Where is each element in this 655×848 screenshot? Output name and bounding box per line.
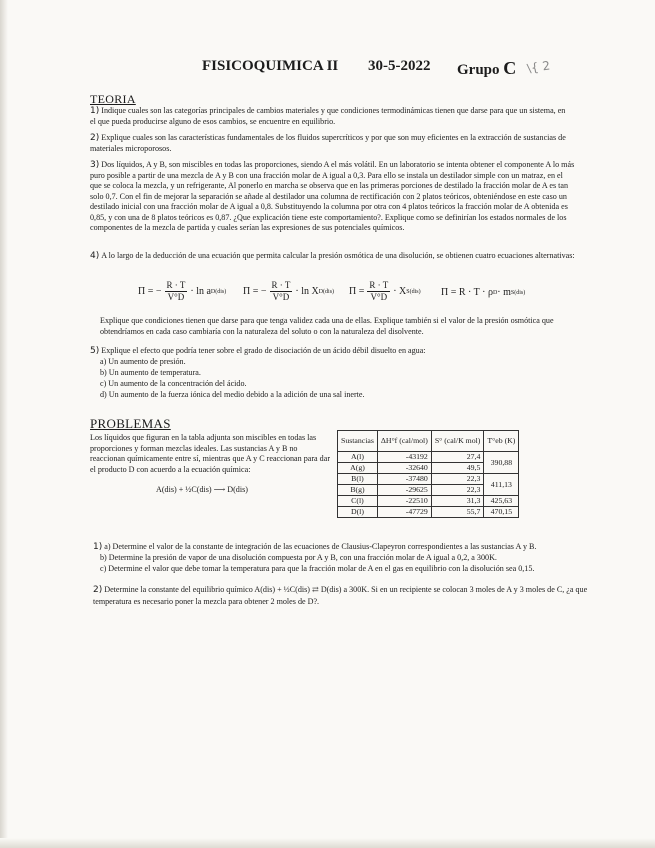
theory-question-4-follow (100, 316, 576, 337)
eq2-fraction (270, 280, 293, 303)
eq3-denominator: V°D (370, 292, 388, 302)
thermo-data-table (337, 430, 519, 518)
question-5-item-a: a) Un aumento de presión. (100, 357, 186, 366)
table-header-enthalpy: ΔH°f (cal/mol) (377, 431, 431, 452)
group-letter: C (503, 58, 517, 78)
problems-intro (90, 433, 332, 475)
eq1-denominator: V°D (167, 292, 185, 302)
table-row (338, 452, 519, 463)
table-cell: A(g) (338, 463, 378, 474)
table-cell: 27,4 (431, 452, 484, 463)
page-shadow-bottom (0, 838, 655, 848)
page-shadow-left (0, 0, 8, 848)
table-header-boiling: T°eb (K) (484, 431, 519, 452)
osmotic-equation-1 (138, 280, 226, 303)
question-mark-3: 3) (90, 160, 100, 170)
eq2-lhs: Π = − (243, 286, 267, 297)
eq4-main: Π = R · T · ρ (441, 287, 493, 298)
problem-mark-1: 1) (93, 542, 103, 552)
question-3-text: Dos líquidos, A y B, son miscibles en todas las proporciones, siendo A el más volátil. En un laboratorio se intenta obtener el componente A lo más puro posible a partir de una mezcla de A y B con una fracción molar de A igual a 0,3. Para ello se instala un destilador simple con un matraz, en el que se coloca la mezcla, y un refrigerante, Al ponerlo en marcha se observa que en las primeras porciones de destilado la fracción molar de A es tan solo 0,7. Con el fin de mejorar la separación se añade al destilador una columna de rectificación con 2 platos teóricos, obteniéndose en este caso un destilado inicial con una fracción molar de A igual a 0,8. Substituyendo la columna por otra con 4 platos teóricos la fracción molar de A obtenida es 0,85, y con una de 8 platos teóricos es 0,87. ¿Que explicación tiene este comportamiento?. Explique como se definirían los estados normales de los componentes de la mezcla de partida y cuales serían las expresiones de sus potenciales químicos. (90, 160, 575, 232)
table-cell: -22510 (377, 496, 431, 507)
problem-1a-text: a) Determine el valor de la constante de integración de las ecuaciones de Clausius-Clapeyron correspondientes a las sustancias A y B. (104, 542, 537, 551)
problem-1c: c) Determine el valor que debe tomar la temperatura para que la fracción molar de A en el gas en equilibrio con la disolución sea 0,15. (100, 564, 535, 573)
table-cell: 411,13 (484, 474, 519, 496)
group-label: Grupo (457, 62, 500, 78)
osmotic-equation-2 (243, 280, 334, 303)
osmotic-equation-3 (349, 280, 421, 303)
question-5-item-b: b) Un aumento de temperatura. (100, 368, 201, 377)
eq1-numerator: R · T (166, 280, 186, 290)
table-cell: A(l) (338, 452, 378, 463)
theory-question-5 (90, 346, 576, 357)
question-5-text: Explique el efecto que podría tener sobre el grado de disociación de un ácido débil disuelto en agua: (101, 346, 426, 355)
theory-question-4 (90, 251, 576, 262)
question-4-text: A lo largo de la deducción de una ecuación que permita calcular la presión osmótica de una disolución, se obtienen cuatro ecuaciones alternativas: (101, 251, 575, 260)
question-mark-1: 1) (90, 106, 100, 116)
question-5-item-c: c) Un aumento de la concentración del ácido. (100, 379, 247, 388)
eq3-fraction (367, 280, 390, 303)
eq1-fraction (165, 280, 188, 303)
problem-2 (93, 584, 593, 607)
question-1-text: Indique cuales son las categorías principales de cambios materiales y que condiciones termodinámicas tienen que darse para que un sistema, en el que pueda producirse alguno de esos cambios, se encuentre en equilibrio. (90, 106, 566, 126)
eq3-numerator: R · T (369, 280, 389, 290)
table-cell: -37480 (377, 474, 431, 485)
osmotic-equation-4 (441, 287, 525, 298)
table-cell: -32640 (377, 463, 431, 474)
table-cell: B(l) (338, 474, 378, 485)
table-cell: B(g) (338, 485, 378, 496)
table-cell: 390,88 (484, 452, 519, 474)
eq1-rhs: · ln a (190, 286, 211, 297)
table-cell: -43192 (377, 452, 431, 463)
eq2-rhs: · ln X (295, 286, 319, 297)
eq3-subscript: S(dis) (406, 288, 421, 295)
table-cell: 470,15 (484, 507, 519, 518)
table-cell: -47729 (377, 507, 431, 518)
table-header-entropy: S° (cal/K mol) (431, 431, 484, 452)
table-row (338, 507, 519, 518)
theory-question-3 (90, 160, 576, 234)
problems-intro-text: Los líquidos que figuran en la tabla adjunta son miscibles en todas las proporciones y forman mezclas ideales. Las sustancias A y B no reaccionan químicamente entre sí, mientras que A y C reaccionan para dar el producto D con acuerdo a la ecuación química: (90, 433, 331, 474)
table-cell: 22,3 (431, 474, 484, 485)
question-mark-5: 5) (90, 346, 100, 356)
question-2-text: Explique cuales son las características fundamentales de los fluidos supercríticos y por que son muy eficientes en la extracción de sustancias de materiales microporosos. (90, 133, 566, 153)
eq3-lhs: Π = (349, 286, 365, 297)
question-4-follow-text: Explique que condiciones tienen que darse para que tenga validez cada una de ellas. Explique también si el valor de la presión osmótica que obtendríamos en cada caso cambiaría con la naturaleza del soluto o con la naturaleza del disolvente. (100, 316, 554, 336)
table-cell: 49,5 (431, 463, 484, 474)
theory-question-2 (90, 133, 570, 154)
table-cell: 425,63 (484, 496, 519, 507)
eq2-subscript: D(dis) (318, 288, 335, 295)
question-5-item-d: d) Un aumento de la fuerza iónica del medio debido a la adición de una sal inerte. (100, 390, 365, 399)
question-mark-4: 4) (90, 251, 100, 261)
question-mark-2: 2) (90, 133, 100, 143)
exam-date: 30-5-2022 (368, 58, 431, 74)
table-cell: 31,3 (431, 496, 484, 507)
reaction-equation: A(dis) + ½C(dis) ⟶ D(dis) (156, 485, 248, 494)
exam-title: FISICOQUIMICA II (202, 58, 339, 74)
theory-question-1 (90, 106, 570, 127)
eq2-numerator: R · T (271, 280, 291, 290)
table-cell: 22,3 (431, 485, 484, 496)
theory-heading: TEORIA (90, 92, 136, 106)
table-cell: 55,7 (431, 507, 484, 518)
table-cell: -29625 (377, 485, 431, 496)
eq2-denominator: V°D (272, 292, 290, 302)
table-header-substance: Sustancias (338, 431, 378, 452)
handwritten-scribble: \{ 2 (526, 58, 552, 76)
eq3-rhs: · X (393, 286, 407, 297)
problem-mark-2: 2) (93, 585, 103, 595)
eq4-subscript-2: S(dis) (510, 289, 526, 296)
table-row (338, 474, 519, 485)
eq1-subscript: D(dis) (210, 288, 227, 295)
table-header-row (338, 431, 519, 452)
problems-heading: PROBLEMAS (90, 416, 171, 431)
eq4-subscript-1: D (492, 289, 498, 296)
table-cell: C(l) (338, 496, 378, 507)
table-cell: D(l) (338, 507, 378, 518)
problem-2-text: Determine la constante del equilibrio químico A(dis) + ½C(dis) ⇄ D(dis) a 300K. Si en un recipiente se colocan 3 moles de A y 3 moles de C, ¿a que temperatura es necesario poner la mezcla para obtener 2 moles de D?. (93, 585, 588, 606)
problem-1b: b) Determine la presión de vapor de una disolución compuesta por A y B, con una fracción molar de A igual a 0,2, a 300K. (100, 553, 497, 562)
eq1-lhs: Π = − (138, 286, 162, 297)
table-row (338, 496, 519, 507)
exam-group (457, 58, 516, 79)
eq4-mid: · m (497, 287, 511, 298)
